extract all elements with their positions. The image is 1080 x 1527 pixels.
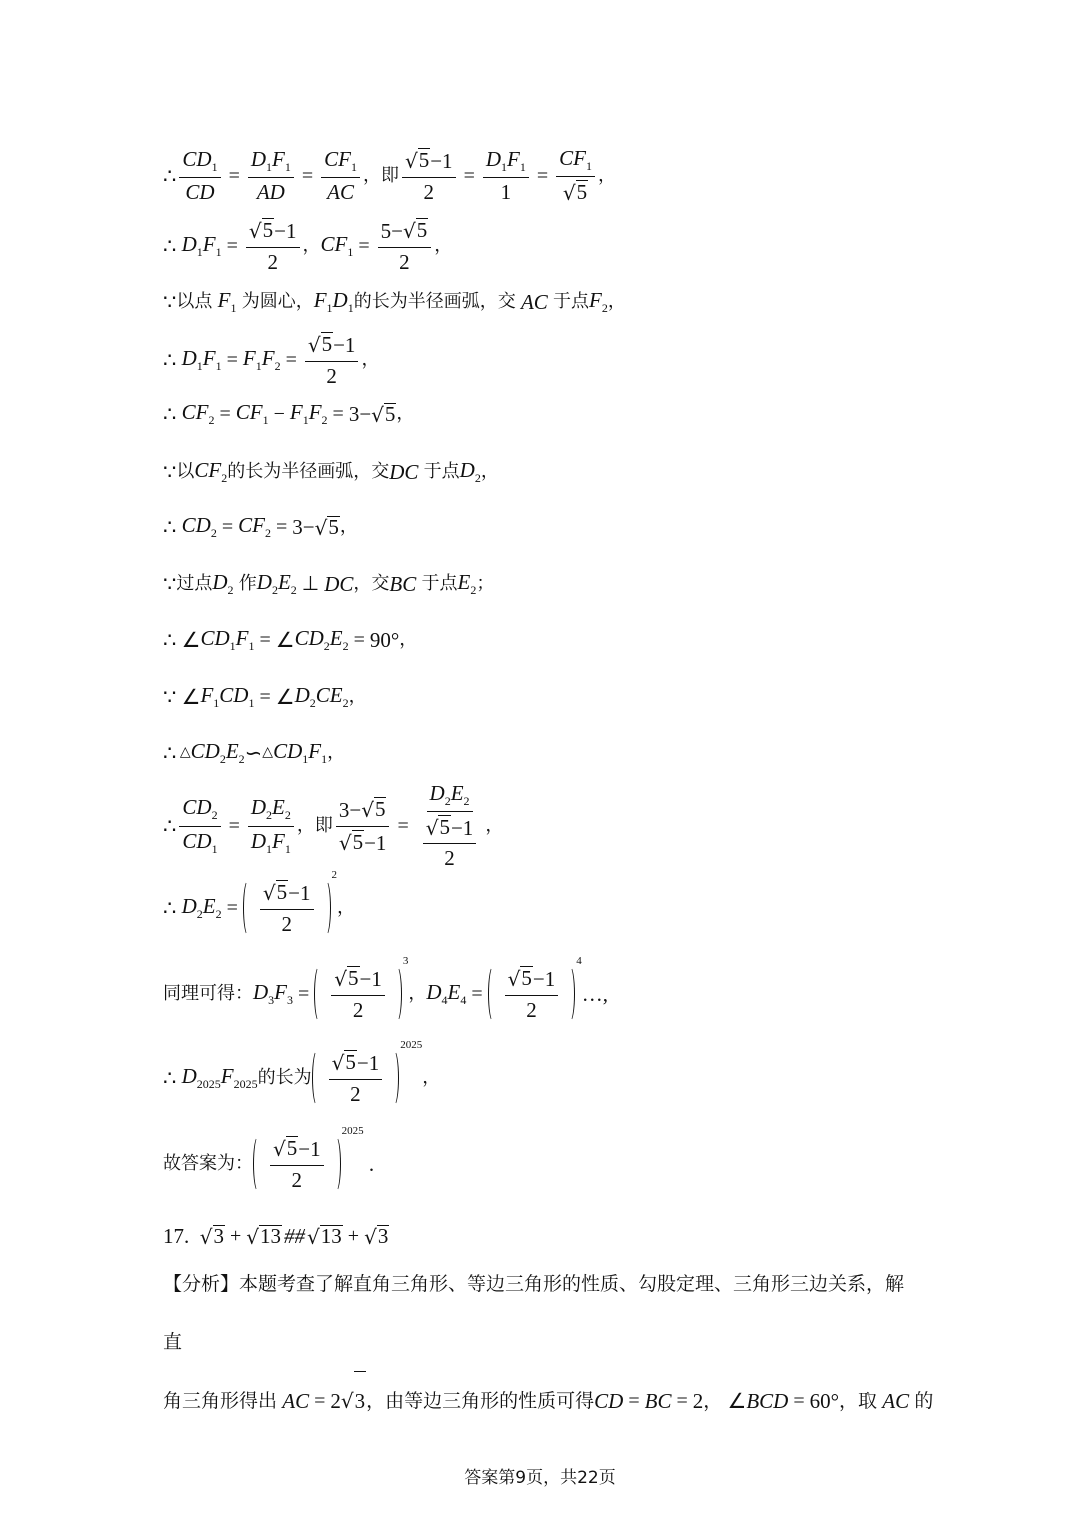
fraction: √ 5 −1 2 bbox=[305, 332, 359, 387]
parenthesized-fraction: √ 5 −1 2 bbox=[243, 880, 331, 935]
because-arc-cf2: ∵ 以 $CF_2$ 的长为半径画弧，交 DC 于点 $D_2$ ， bbox=[163, 458, 499, 485]
parenthesized-fraction: √ 5 −1 2 bbox=[314, 966, 402, 1021]
fraction: $\frac{CD_2}{CD_1}$ bbox=[179, 796, 220, 855]
eq-angles-90: ∴ ∠ $CD_1F_1$ = ∠ $CD_2E_2$ = 90° ， bbox=[163, 626, 418, 653]
similar-triangles: ∴ △ $CD_2E_2$ ∽ △ $CD_1F_1$ ， bbox=[163, 739, 346, 766]
eq-ratio-2: ∴ $\frac{CD_2}{CD_1}$ = $\frac{D_2E_2}{D_1F_1}$ ，即 3− √ 5 √ 5 −1 = $D_2E_2$ √ 5 −1 2 ， bbox=[163, 780, 504, 871]
fraction: $\frac{D_2E_2}{D_1F_1}$ bbox=[248, 796, 294, 855]
fraction: $\frac{D_1F_1}{AD}$ bbox=[248, 148, 294, 204]
fraction: $\frac{CF_1}{AC}$ bbox=[321, 148, 360, 204]
analysis-paragraph bbox=[163, 1255, 934, 1430]
because-angles-equal: ∵ ∠ $F_1CD_1$ = ∠ $D_2CE_2$ ， bbox=[163, 683, 367, 710]
question-17-answer: 17. √ 3 + √ 13 ## √ 13 + √ 3 bbox=[163, 1223, 389, 1249]
answer-line: 故答案为： √ 5 −1 2 2025 . bbox=[163, 1125, 375, 1192]
eq-cf2: ∴ $CF_2$ = $CF_1$ − $F_1F_2$ = 3− √ 5 ， bbox=[163, 400, 415, 427]
analysis-line-2: 角三角形得出 AC = 2 √ 3 ，由等边三角形的性质可得 CD = BC = 2 ， ∠ BCD = 60° ，取 AC 的 bbox=[163, 1371, 923, 1430]
eq-d1f1-cf1: ∴ $D_1F_1$ = √ 5 −1 2 ， $CF_1$ = 5− √ 5 2 ， bbox=[163, 218, 453, 274]
eq-d2025: ∴ $D_{2025}F_{2025}$ 的长为 √ 5 −1 2 2025 ， bbox=[163, 1039, 441, 1106]
analysis-label: 【分析】 bbox=[163, 1273, 240, 1295]
because-perp: ∵ 过点 $D_2$ 作 $D_2E_2$ ⊥ DC ，交 BC 于点 $E_2$ ； bbox=[163, 570, 495, 597]
parenthesized-fraction: √ 5 −1 2 bbox=[253, 1136, 341, 1191]
fraction: √ 5 −1 2 bbox=[402, 148, 456, 203]
fraction: √ 5 −1 2 bbox=[246, 218, 300, 273]
eq-f1f2: ∴ $D_1F_1$ = $F_1F_2$ = √ 5 −1 2 ， bbox=[163, 332, 380, 388]
fraction: $\frac{CD_1}{CD}$ bbox=[179, 148, 220, 204]
eq-cd2: ∴ $CD_2$ = $CF_2$ = 3− √ 5 ， bbox=[163, 513, 358, 540]
page-footer: 答案第9页，共22页 bbox=[464, 1468, 616, 1488]
parenthesized-fraction: √ 5 −1 2 bbox=[488, 966, 576, 1021]
fraction: 5− √ 5 2 bbox=[378, 218, 432, 273]
eq-similarly: 同理可得： $D_3F_3$ = √ 5 −1 2 3 ， $D_4E_4$ = √ 5 −1 2 4 …, bbox=[163, 955, 608, 1022]
because-arc-f1: ∵ 以点 $F_1$ 为圆心， $F_1D_1$ 的长为半径画弧，交 AC 于点 $F_2$ ， bbox=[163, 288, 626, 315]
analysis-line-1: 【分析】本题考查了解直角三角形、等边三角形的性质、勾股定理、三角形三边关系，解直 bbox=[163, 1273, 905, 1353]
fraction: $\frac{D_1F_1}{1}$ bbox=[483, 148, 529, 204]
fraction: 3− √ 5 √ 5 −1 bbox=[336, 797, 390, 854]
parenthesized-fraction: √ 5 −1 2 bbox=[312, 1050, 400, 1105]
fraction: $D_2E_2$ √ 5 −1 2 bbox=[417, 782, 483, 870]
eq-d2e2: ∴ $D_2E_2$ = √ 5 −1 2 2 ， bbox=[163, 869, 355, 936]
eq-ratio-1: ∴ $\frac{CD_1}{CD}$ = $\frac{D_1F_1}{AD}$ = $\frac{CF_1}{AC}$ ，即 √ 5 −1 2 = $\frac{D_1F_1}{1}$ = $CF_1$ √ 5 ， bbox=[163, 145, 616, 206]
fraction: $CF_1$ √ 5 bbox=[556, 147, 595, 205]
therefore-symbol: ∴ bbox=[163, 163, 177, 188]
